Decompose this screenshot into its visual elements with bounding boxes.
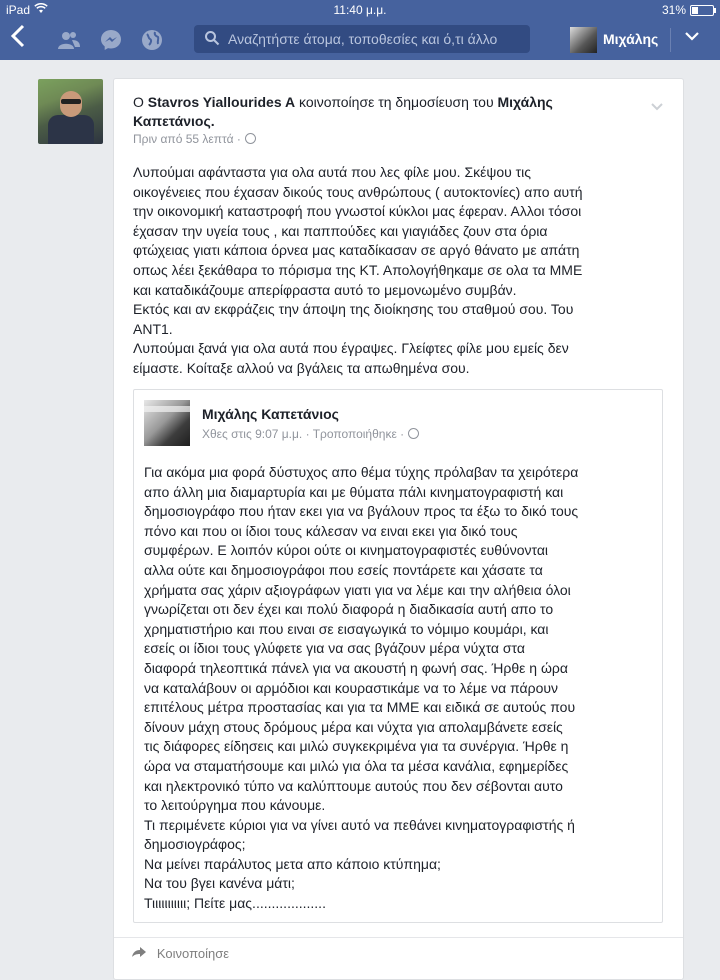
- post-text-line: Λυπούμαι αφάνταστα για ολα αυτά που λες φίλε μου. Σκέψου τις: [133, 164, 532, 180]
- shared-text-line: Τι περιμένετε κύριοι για να γίνει αυτό να πεθάνει κινηματογραφιστής ή: [144, 816, 575, 833]
- shared-text-line: γνωρίζεται οτι δεν έχει και πολύ διαφορά η διαδικασία αυτή απο το: [144, 601, 554, 618]
- friends-icon[interactable]: [57, 28, 81, 52]
- shared-text-line: εσείς οι ίδιοι τους γλύφετε για να σας βγάζουν μέρα νύχτα στα: [144, 640, 525, 657]
- chevron-down-icon[interactable]: [684, 29, 700, 45]
- shared-text-line: ώρα να σταματήσουμε και μιλώ για όλα τα μέσα κανάλια, εφημερίδες: [144, 757, 569, 774]
- shared-text-line: Να του βγει κανένα μάτι;: [144, 875, 295, 892]
- shared-text-line: και ηλεκτρονικό τύπο να καλύπτουμε αυτούς που δεν σέβονται αυτο: [144, 777, 563, 794]
- share-button[interactable]: [131, 945, 229, 961]
- shared-text-line: Τιιιιιιιιιιι; Πείτε μας...................: [144, 895, 326, 912]
- post-time-text: Πριν από 55 λεπτά ·: [133, 132, 241, 146]
- post-body: [133, 163, 663, 379]
- shared-text-line: Για ακόμα μια φορά δύστυχος απο θέμα τύχης πρόλαβαν τα χειρότερα: [144, 464, 579, 480]
- chevron-left-icon[interactable]: [10, 23, 26, 55]
- share-arrow-icon: [131, 945, 151, 961]
- shared-author-link[interactable]: Μιχάλης Καπετάνιος: [202, 406, 339, 422]
- top-navbar: [0, 20, 720, 60]
- search-icon: [204, 30, 220, 49]
- shared-text-line: απο άλλη μια διαμαρτυρία και με θύματα πάλι κινηματογραφιστή και: [144, 483, 564, 500]
- status-bar: [0, 0, 720, 20]
- shared-text-line: πόνο και που οι ίδιοι τους κάλεσαν να ειναι εκει για δικό τους: [144, 522, 518, 539]
- shared-text-line: δημοσιογράφο που ήταν εκει για να βγάλουν προς τα έξω το δικό τους: [144, 503, 579, 520]
- original-author-link[interactable]: Μιχάλης Καπετάνιος.: [133, 94, 553, 129]
- post-text-line: την οικονομική καταστροφή που γνωστοί κύκλοι μας έφεραν. Αλλοι τόσοι: [133, 203, 582, 220]
- avatar[interactable]: [570, 27, 597, 53]
- post-text-line: φτώχειας γιατι κάποια όρνεα μας καταδίκασαν σε αργό θάνατο με απάτη: [133, 242, 580, 259]
- shared-text-line: αλλα ούτε και δημοσιογράφοι που εσείς ποντάρετε και χάσατε τα: [144, 561, 543, 578]
- post-card: [113, 78, 684, 980]
- clock: 11:40 μ.μ.: [333, 3, 387, 17]
- device-label: iPad: [6, 3, 31, 17]
- globe-icon: [408, 428, 419, 439]
- shared-text-line: συμφέρων. Ε λοιπόν κύροι ούτε οι κινηματογραφιστές ευθύνονται: [144, 542, 549, 559]
- divider: [114, 937, 683, 938]
- search-placeholder: Αναζητήστε άτομα, τοποθεσίες και ό,τι άλλο: [228, 31, 498, 47]
- post-options-chevron-icon[interactable]: [650, 99, 664, 115]
- divider: [670, 28, 671, 52]
- globe-icon[interactable]: [140, 28, 164, 52]
- post-headline: [133, 93, 633, 131]
- shared-post[interactable]: [133, 389, 663, 923]
- headline-prefix: Ο: [133, 94, 144, 110]
- messenger-icon[interactable]: [99, 28, 123, 52]
- shared-author-avatar[interactable]: [144, 400, 190, 446]
- shared-post-body: [144, 463, 654, 914]
- post-text-line: και καταδικάζουμε απερίφραστα αυτό το μεμονωμένο συμβάν.: [133, 281, 517, 298]
- post-text-line: Εκτός και αν εκφράζεις την άποψη της διοίκησης του σταθμού σου. Του: [133, 301, 574, 318]
- headline-action: κοινοποίησε τη δημοσίευση του: [299, 94, 494, 110]
- post-text-line: ΑΝΤ1.: [133, 320, 173, 337]
- battery-percent: 31%: [661, 3, 686, 17]
- sharer-name-link[interactable]: Stavros Yiallourides A: [147, 94, 296, 110]
- shared-text-line: το λειτούργημα που κάνουμε.: [144, 797, 326, 814]
- shared-text-line: χρηματιστήριο και που ειναι σε εισαγωγικά το νόμιμο κουμάρι, και: [144, 620, 549, 637]
- search-input[interactable]: [194, 25, 530, 53]
- shared-text-line: Να μείνει παράλυτος μετα απο κάποιο κτύπημα;: [144, 855, 441, 872]
- sharer-avatar[interactable]: [38, 79, 103, 144]
- post-text-line: Λυπούμαι ξανά για ολα αυτά που έγραψες. Γλείφτες φίλε μου εμείς δεν: [133, 340, 569, 357]
- post-text-line: είμαστε. Κοίταξε αλλού να βγάλεις τα απωθημένα σου.: [133, 359, 470, 376]
- shared-text-line: επιτέλους μέτρα προστασίας και για τα ΜΜΕ και ειδικά σε αυτούς που: [144, 699, 576, 716]
- shared-text-line: χρήματα σας χάριν αξιογράφων γιατι για να λέμε και την αλήθεια όλοι: [144, 581, 571, 598]
- post-text-line: οικογένειες που έχασαν δικούς τους ανθρώπους ( αυτοκτονίες) απο αυτή: [133, 183, 583, 200]
- shared-text-line: δημοσιογράφος;: [144, 836, 246, 853]
- post-text-line: οπως λέει ξεκάθαρα το πόρισμα της ΚΤ. Απολογήθηκαμε σε ολα τα ΜΜΕ: [133, 261, 583, 278]
- shared-text-line: διαφορά τηλεοπτικά πάνελ για να ακουστή η φωνή σας. Ήρθε η ώρα: [144, 659, 568, 676]
- shared-timestamp[interactable]: [202, 427, 419, 441]
- battery-icon: [690, 5, 714, 16]
- globe-icon: [245, 133, 256, 144]
- post-timestamp[interactable]: [133, 132, 256, 146]
- share-label: Κοινοποίησε: [156, 946, 230, 961]
- profile-link[interactable]: Μιχάλης: [603, 31, 659, 47]
- post-text-line: έχασαν την υγεία τους , και παππούδες και γιαγιάδες ζουν στα όρια: [133, 222, 548, 239]
- shared-text-line: να καταλάβουν οι αρμόδιοι και κουραστικάμε να το λέμε να πάρουν: [144, 679, 559, 696]
- shared-text-line: τις διάφορες είδησεις και μιλώ συγκεκριμένα για τα συνέργια. Ήρθε η: [144, 738, 569, 755]
- shared-text-line: δίνουν μάχη στους δρόμους μέρα και νύχτα για απολαμβάνετε εσείς: [144, 718, 563, 735]
- shared-time-text: Χθες στις 9:07 μ.μ. · Τροποποιήθηκε ·: [202, 427, 405, 441]
